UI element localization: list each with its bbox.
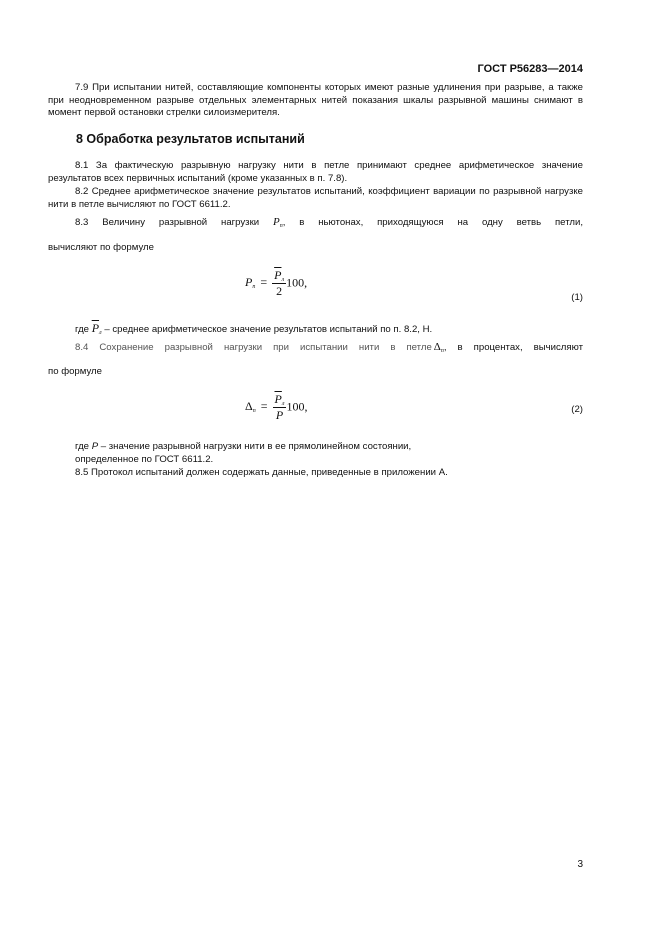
eq2-equals: =	[260, 399, 268, 414]
paragraph-7-9: 7.9 При испытании нитей, составляющие компоненты которых имеют разные удлинения при разрыве, а также при неодновременном разрыве отдельных элементарных нитей показания шкалы разрывной машины снимают в момент первой остановки стрелки силоизмерителя.	[48, 82, 583, 119]
delta-sub: п	[440, 348, 444, 354]
paragraph-8-5: 8.5 Протокол испытаний должен содержать данные, приведенные в приложении А.	[75, 467, 448, 478]
page-number: 3	[577, 859, 583, 870]
symbol-sub: п	[279, 223, 283, 229]
paragraph-8-1: 8.1 За фактическую разрывную нагрузку нити в петле принимают среднее арифметическое значение результатов всех первичных испытаний (кроме указанных в п. 7.8).	[48, 160, 583, 184]
eq1-factor: 100,	[286, 275, 308, 290]
paragraph-8-3-tail: , в ньютонах, приходящуюся на одну ветвь петли,	[282, 217, 584, 228]
equation-1	[245, 268, 307, 299]
symbol-p-n	[273, 216, 283, 228]
eq2-denominator: P	[275, 408, 284, 422]
eq2-num-sub: л	[281, 401, 285, 407]
where2-lead: где	[75, 441, 90, 452]
where2-text: – значение разрывной нагрузки нити в ее прямолинейном состоянии,	[100, 441, 412, 452]
where-1	[48, 322, 583, 340]
where-2-line2: определенное по ГОСТ 6611.2.	[75, 454, 214, 465]
eq2-lhs	[245, 399, 256, 413]
paragraph-8-3-lead: 8.3 Величину разрывной нагрузки	[75, 217, 260, 228]
eq1-num-symbol: $\overline{P}$	[274, 268, 282, 282]
eq1-equals: =	[260, 275, 268, 290]
where2-symbol: P	[91, 441, 99, 452]
eq2-number: (2)	[571, 404, 583, 415]
eq2-lhs-symbol: Δ	[245, 399, 253, 414]
paragraph-8-4-lead: 8.4 Сохранение разрывной нагрузки при испытании нити в петле	[75, 342, 432, 353]
eq1-fraction	[272, 268, 286, 299]
eq2-lhs-sub: п	[252, 408, 256, 415]
paragraph-8-2: 8.2 Среднее арифметическое значение результатов испытаний, коэффициент вариации по разрывной нагрузке нити в петле вычисляют по ГОСТ 6611.2.	[48, 186, 583, 210]
section-8-title: 8 Обработка результатов испытаний	[76, 132, 305, 146]
where-2	[48, 441, 583, 454]
where1-symbol	[92, 321, 102, 335]
symbol-p: P	[273, 216, 280, 228]
eq2-numerator	[273, 392, 287, 408]
paragraph-8-3	[48, 216, 583, 233]
eq2-fraction	[273, 392, 287, 423]
eq1-lhs-sub: п	[252, 284, 256, 291]
standard-header: ГОСТ Р56283—2014	[477, 63, 583, 75]
where1-symbol-sub: л	[99, 330, 102, 336]
eq1-numerator	[272, 268, 286, 284]
delta-symbol: Δ	[433, 341, 441, 353]
eq1-number: (1)	[571, 292, 583, 303]
where1-symbol-p: $\overline{P}$	[91, 321, 100, 335]
paragraph-8-4-line2: по формуле	[48, 366, 102, 377]
paragraph-8-3-line2: вычисляют по формуле	[48, 242, 154, 253]
paragraph-8-4-tail: , в процентах, вычисляют	[443, 342, 583, 353]
equation-2	[245, 392, 307, 423]
eq1-denominator: 2	[276, 284, 283, 298]
eq1-num-sub: л	[281, 277, 285, 283]
eq2-num-symbol: $\overline{P}$	[274, 392, 282, 406]
eq1-lhs-symbol: P	[245, 275, 253, 290]
where1-text: – среднее арифметическое значение результатов испытаний по п. 8.2, Н.	[104, 324, 433, 335]
symbol-delta-n	[434, 341, 444, 353]
eq2-factor: 100,	[286, 399, 308, 414]
paragraph-8-4	[48, 341, 583, 358]
eq1-lhs	[245, 275, 255, 289]
where1-lead: где	[75, 324, 90, 335]
